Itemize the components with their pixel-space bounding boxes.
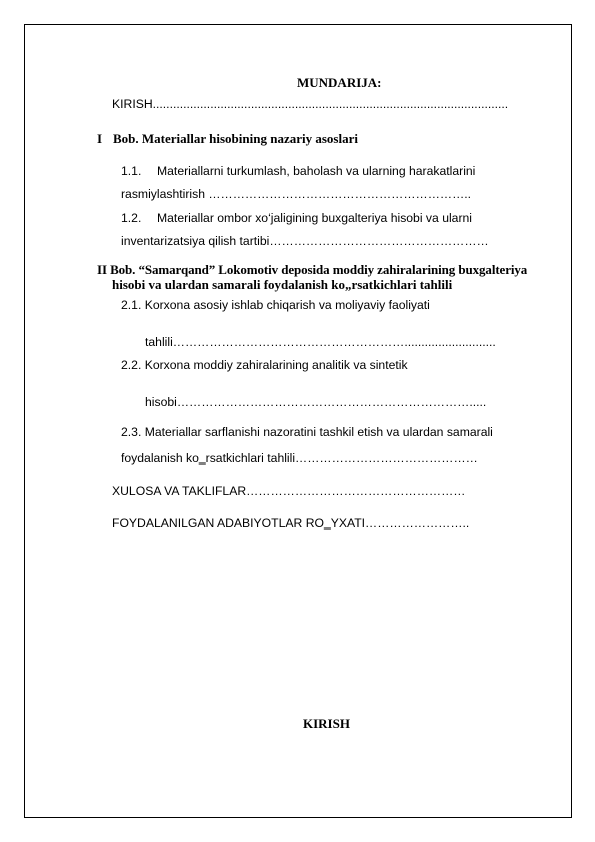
section-2-2-title: 2.2. Korxona moddiy zahiralarining analitik va sintetik	[121, 358, 408, 372]
chapter1-number: I	[97, 131, 103, 146]
section-1-1-title: Materiallarni turkumlash, baholash va ularning harakatlarini	[157, 164, 476, 178]
chapter2-title: II Bob. “Samarqand” Lokomotiv deposida moddiy zahiralarining buxgalteriya	[97, 262, 528, 277]
toc-entry-adabiyotlar: FOYDALANILGAN ADABIYOTLAR RO‗YXATI……………………..	[112, 516, 470, 530]
section-2-3-title-cont: foydalanish ko‗rsatkichlari tahlili………………………………………	[121, 451, 478, 465]
toc-entry-xulosa: XULOSA VA TAKLIFLAR………………………………………………	[112, 484, 466, 498]
toc-entry-kirish: KIRISH.........................................................................................................	[112, 97, 509, 111]
section-2-2-title-cont: hisobi……………………………………………………………….....	[145, 395, 487, 409]
chapter2-title-cont: hisobi va ulardan samarali foydalanish ko„rsatkichlari tahlili	[112, 277, 453, 292]
section-1-2-title-cont: inventarizatsiya qilish tartibi………………………………………………	[121, 234, 489, 248]
section-2-1-title: 2.1. Korxona asosiy ishlab chiqarish va moliyaviy faoliyati	[121, 298, 430, 312]
section-1-1-title-cont: rasmiylashtirish ………………………………………………………..	[121, 187, 472, 201]
section-1-1-number: 1.1.	[121, 164, 142, 178]
toc-title: MUNDARIJA:	[297, 75, 382, 90]
section-2-3-title: 2.3. Materiallar sarflanishi nazoratini tashkil etish va ulardan samarali	[121, 425, 493, 439]
section-1-2-number: 1.2.	[121, 211, 142, 225]
section-heading-kirish: KIRISH	[303, 716, 350, 731]
section-2-1-title-cont: tahlili…………………………………………………...........................	[145, 335, 496, 349]
chapter1-title: Bob. Materiallar hisobining nazariy asoslari	[113, 131, 358, 146]
section-1-2-title: Materiallar ombor xo‘jaligining buxgalteriya hisobi va ularni	[157, 211, 473, 225]
